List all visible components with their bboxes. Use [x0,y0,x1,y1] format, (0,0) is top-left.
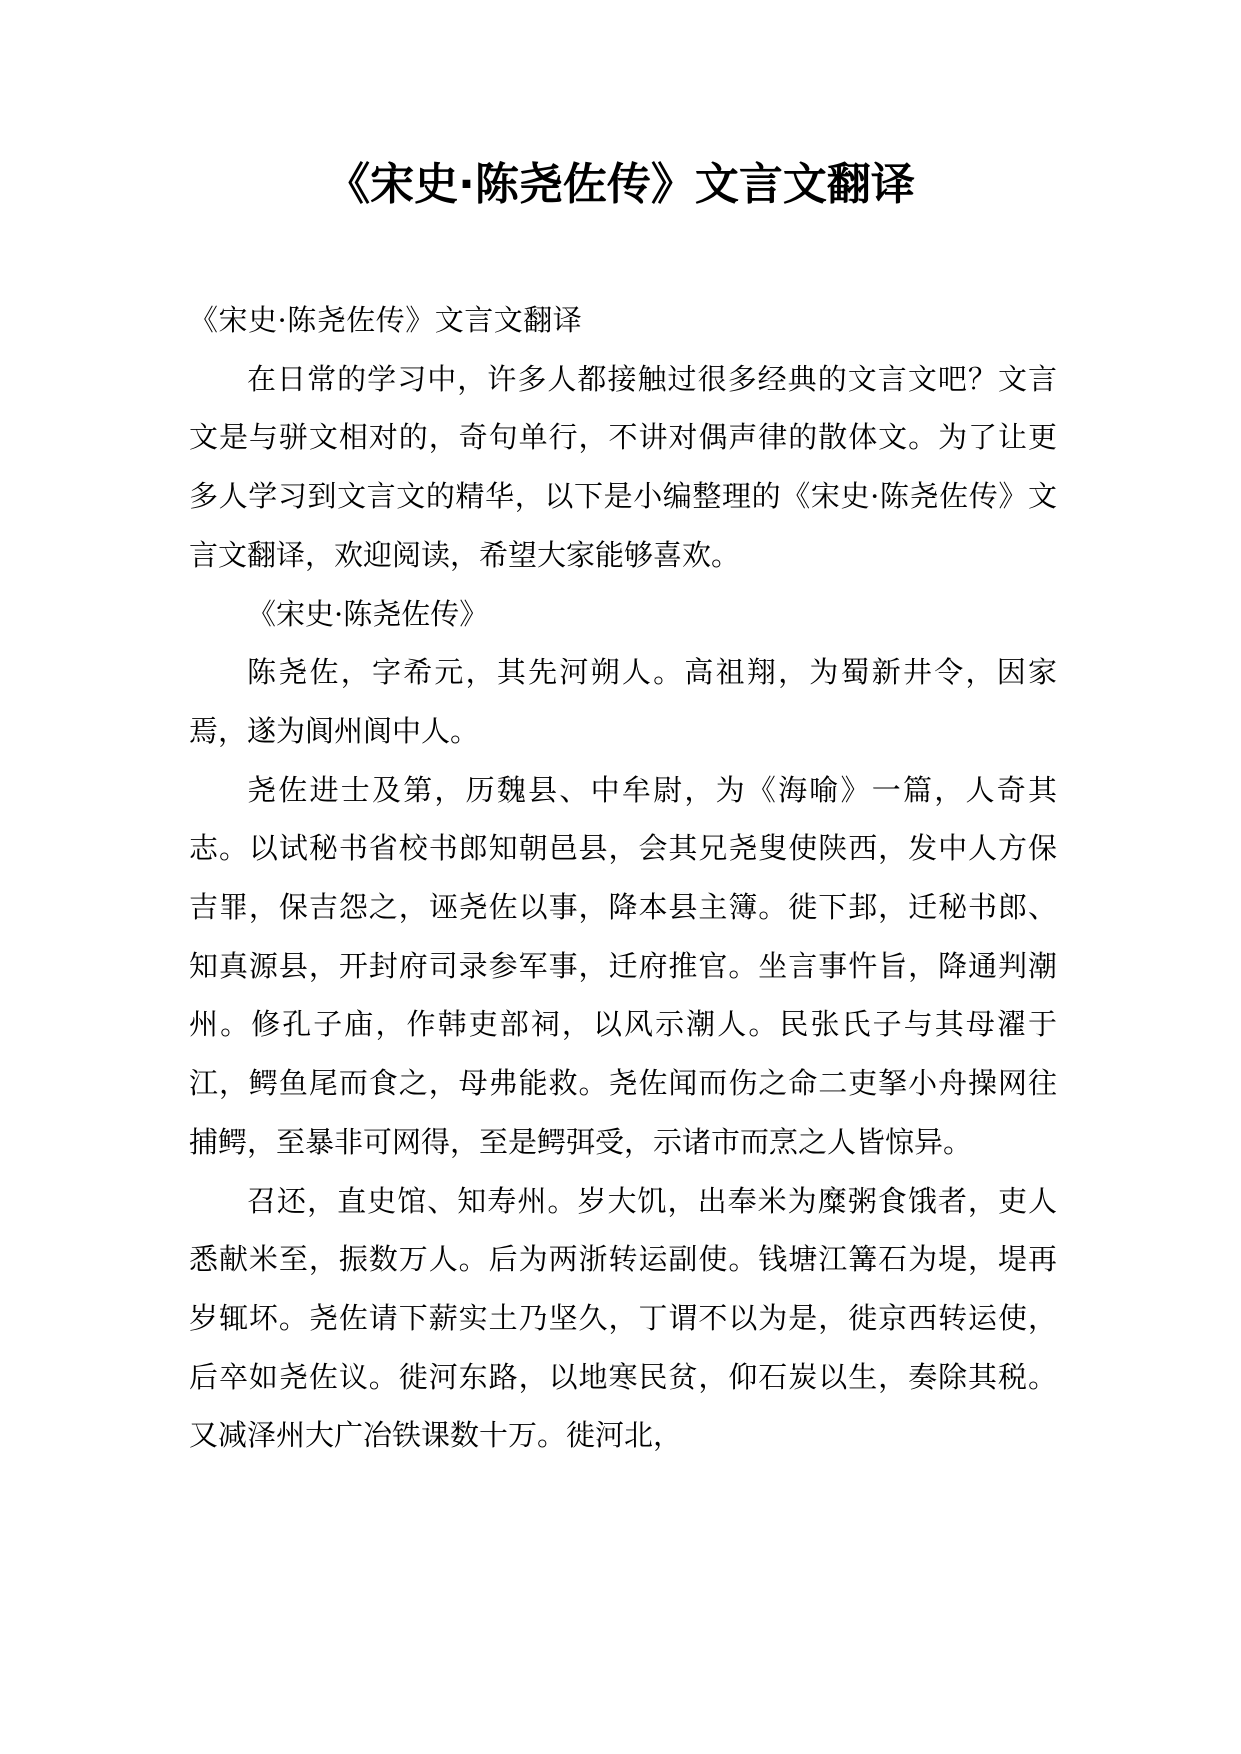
subtitle-line: 《宋史·陈尧佐传》文言文翻译 [189,303,583,337]
source-heading: 《宋史·陈尧佐传》 [247,596,489,631]
document-title: 《宋史·陈尧佐传》文言文翻译 [326,159,915,210]
body-paragraph: 尧佐进士及第，历魏县、中牟尉，为《海喻》一篇，人奇其志。以试秘书省校书郎知朝邑县，会其兄尧叟使陕西，发中人方保吉罪，保吉怨之，诬尧佐以事，降本县主簿。徙下邽，迁秘书郎、知真源县，开封府司录参军事，迁府推官。坐言事忤旨，降通判潮州。修孔子庙，作韩吏部祠，以风示潮人。民张氏子与其母濯于江，鳄鱼尾而食之，母弗能救。尧佐闻而伤之命二吏拏小舟操网往捕鳄，至暴非可网得，至是鳄弭受，示诸市而烹之人皆惊异。 [189,772,1057,1159]
body-paragraph: 召还，直史馆、知寿州。岁大饥，出奉米为糜粥食饿者，吏人悉献米至，振数万人。后为两浙转运副使。钱塘江篝石为堤，堤再岁辄坏。尧佐请下薪实土乃坚久，丁谓不以为是，徙京西转运使，后卒如尧佐议。徙河东路，以地寒民贫，仰石炭以生，奏除其税。又减泽州大广冶铁课数十万。徙河北， [189,1183,1057,1453]
intro-paragraph: 在日常的学习中，许多人都接触过很多经典的文言文吧？文言文是与骈文相对的，奇句单行，不讲对偶声律的散体文。为了让更多人学习到文言文的精华，以下是小编整理的《宋史·陈尧佐传》文言文翻译，欢迎阅读，希望大家能够喜欢。 [189,361,1057,572]
body-paragraph: 陈尧佐，字希元，其先河朔人。高祖翔，为蜀新井令，因家焉，遂为阆州阆中人。 [189,655,1057,748]
document-body [189,291,1057,1465]
